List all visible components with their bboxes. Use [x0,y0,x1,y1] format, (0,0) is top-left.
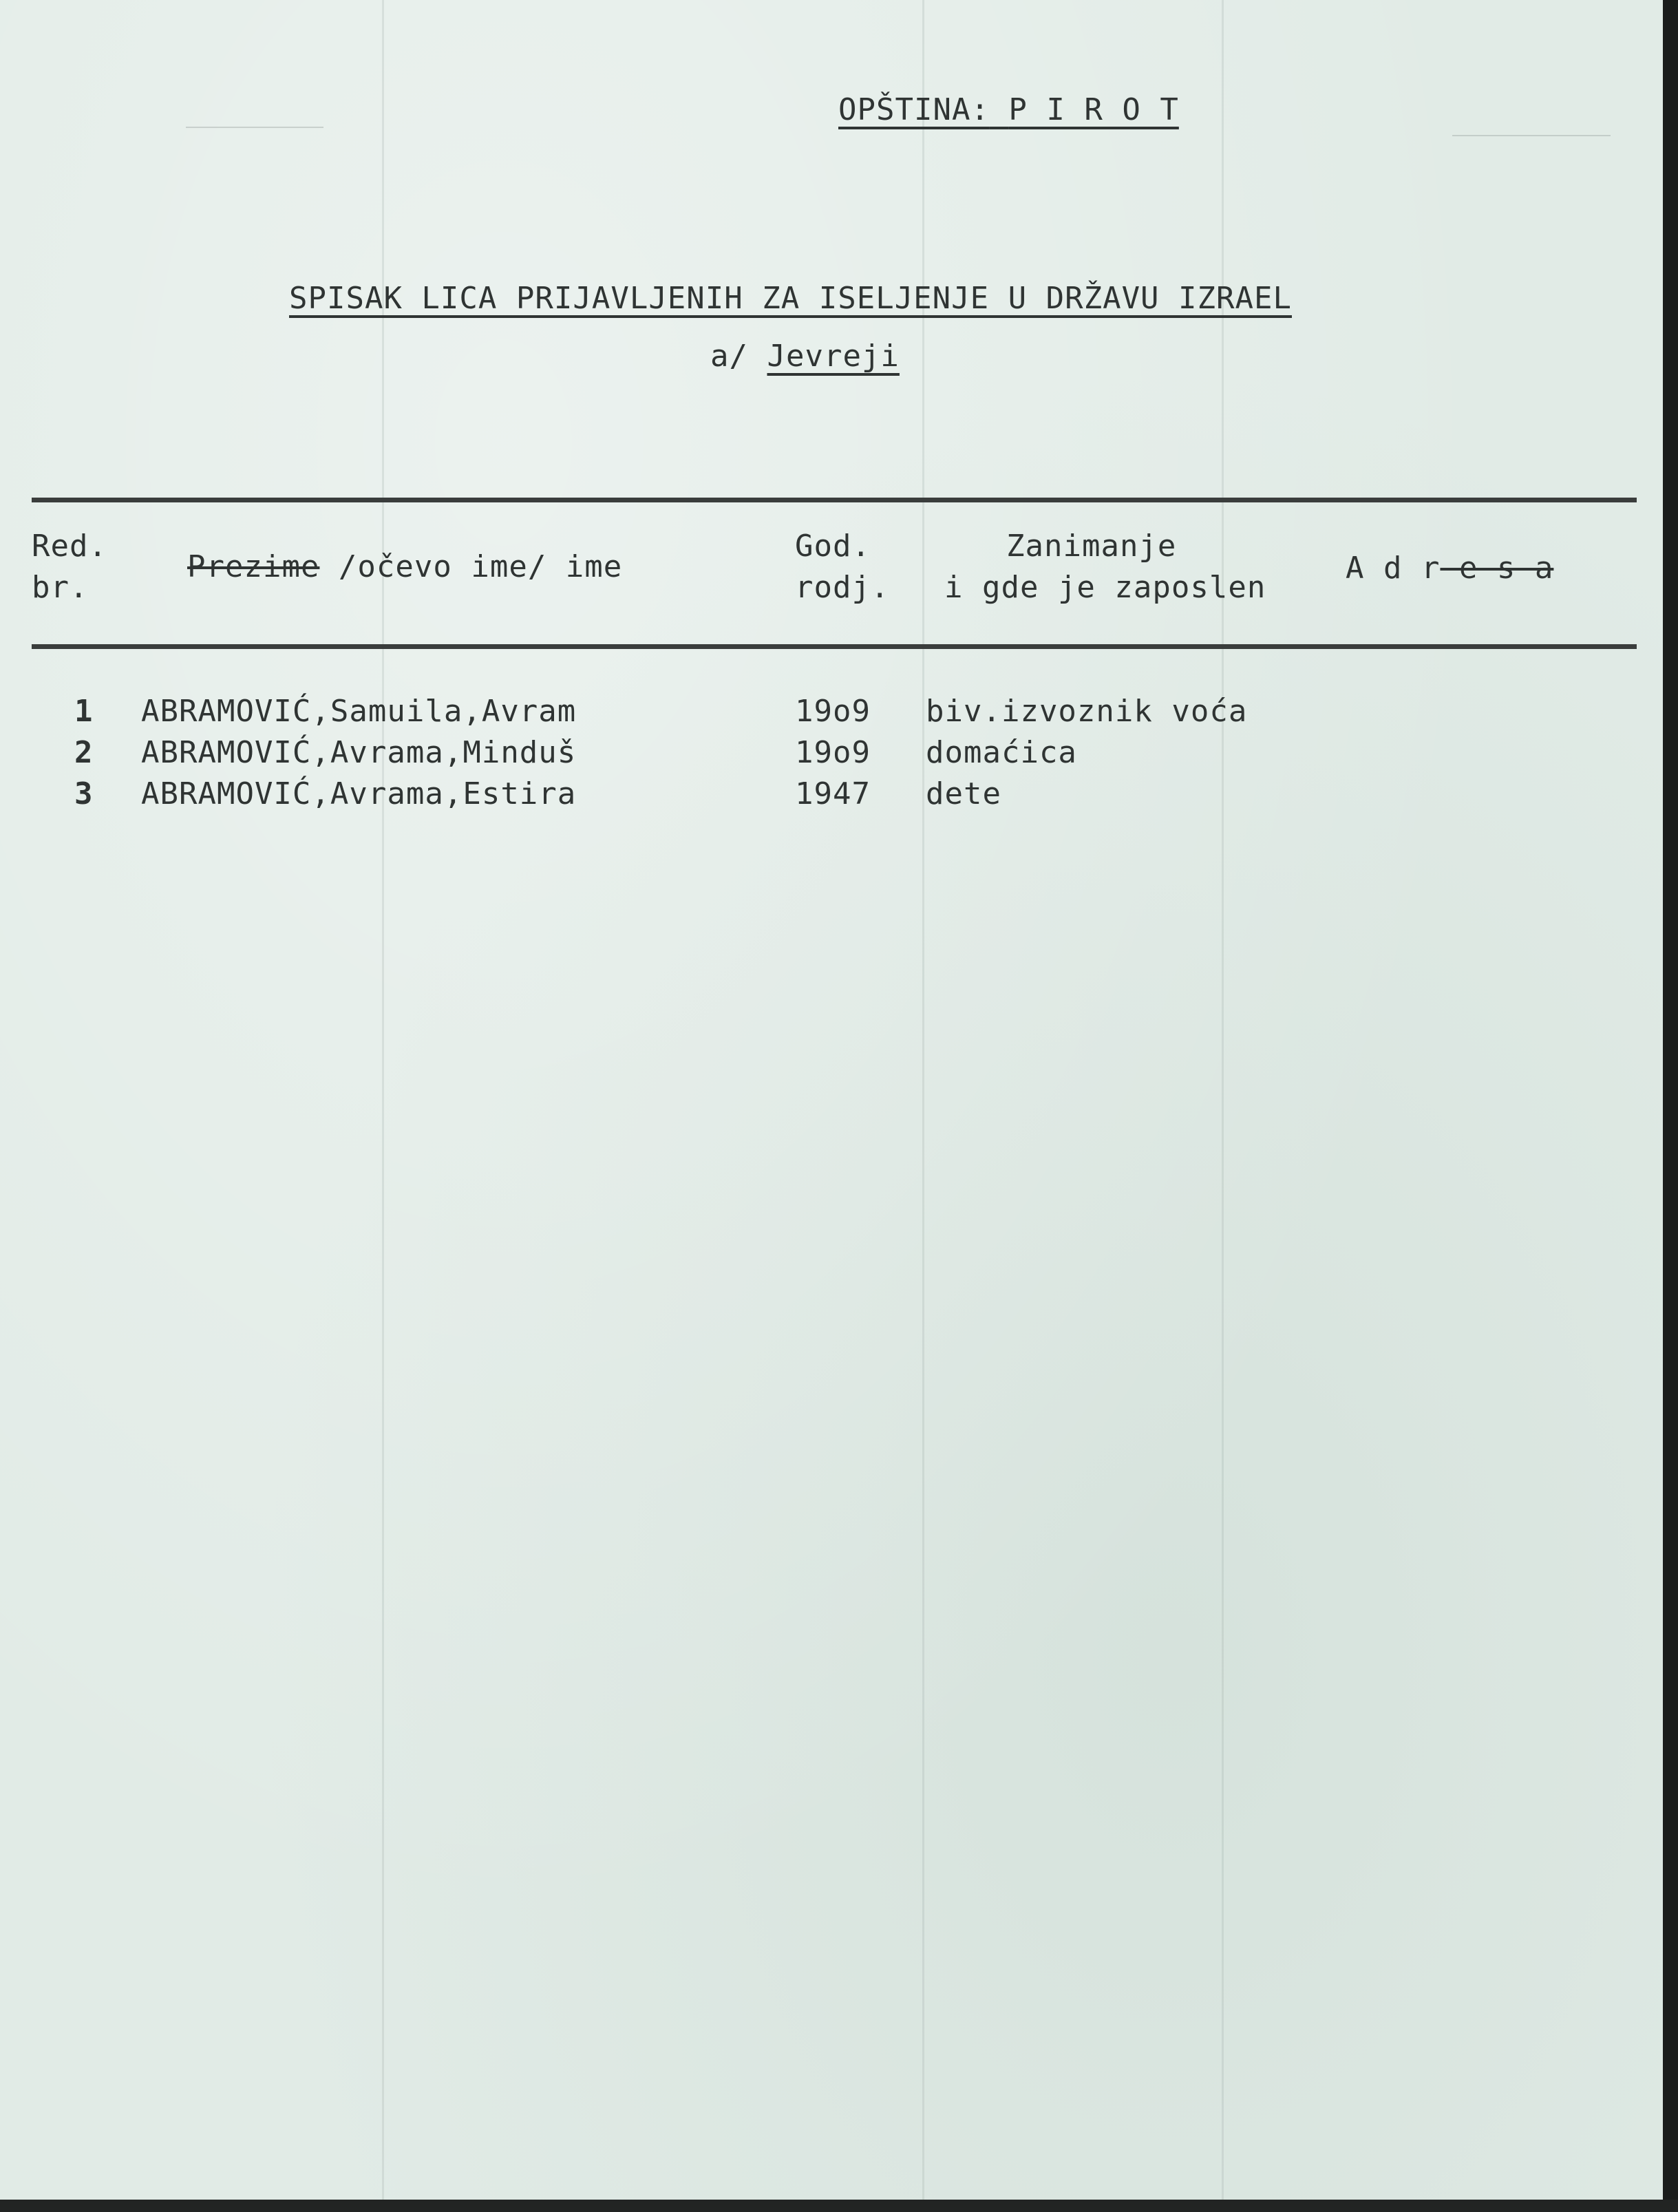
paper-fold [922,0,924,2212]
col-header-redbr-1: Red. [32,529,107,564]
col-header-name-rest: /očevo ime/ ime [319,549,623,584]
subtitle-prefix: a/ [710,339,748,374]
row-number: 1 [74,694,94,729]
faint-mark [186,127,323,128]
col-header-name-struck: Prezime [187,549,320,584]
col-header-occupation-1: Zanimanje [1006,529,1177,564]
row-year: 19o9 [795,694,871,729]
opstina-line [838,92,1179,127]
col-header-name [187,549,623,584]
row-occupation: biv.izvoznik voća [926,694,1248,729]
col-header-occupation-2: i gde je zaposlen [944,570,1266,605]
row-occupation: domaćica [926,735,1077,770]
col-header-redbr-2: br. [32,570,89,605]
row-number: 3 [74,776,94,811]
col-header-address-kept: A d r [1346,551,1441,586]
row-year: 19o9 [795,735,871,770]
table-header-bottom-rule [32,644,1637,649]
scan-edge-bottom [0,2200,1678,2212]
row-name: ABRAMOVIĆ,Samuila,Avram [141,694,577,729]
row-year: 1947 [795,776,871,811]
opstina-value: P I R O T [1008,92,1179,127]
col-header-address [1346,553,1553,584]
scan-edge-right [1663,0,1678,2212]
col-header-year-2: rodj. [795,570,890,605]
row-name: ABRAMOVIĆ,Avrama,Estira [141,776,577,811]
col-header-address-struck: e s a [1440,551,1554,586]
row-name: ABRAMOVIĆ,Avrama,Minduš [141,735,577,770]
subtitle-line [710,341,900,372]
paper-fold [1222,0,1224,2212]
subtitle: Jevreji [767,339,900,374]
col-header-year-1: God. [795,529,871,564]
table-top-rule [32,498,1637,502]
document-title: SPISAK LICA PRIJAVLJENIH ZA ISELJENJE U DRŽAVU IZRAEL [289,281,1292,316]
paper-fold [382,0,384,2212]
row-number: 2 [74,735,94,770]
faint-mark [1452,135,1611,136]
opstina-label: OPŠTINA: [838,92,990,127]
row-occupation: dete [926,776,1001,811]
